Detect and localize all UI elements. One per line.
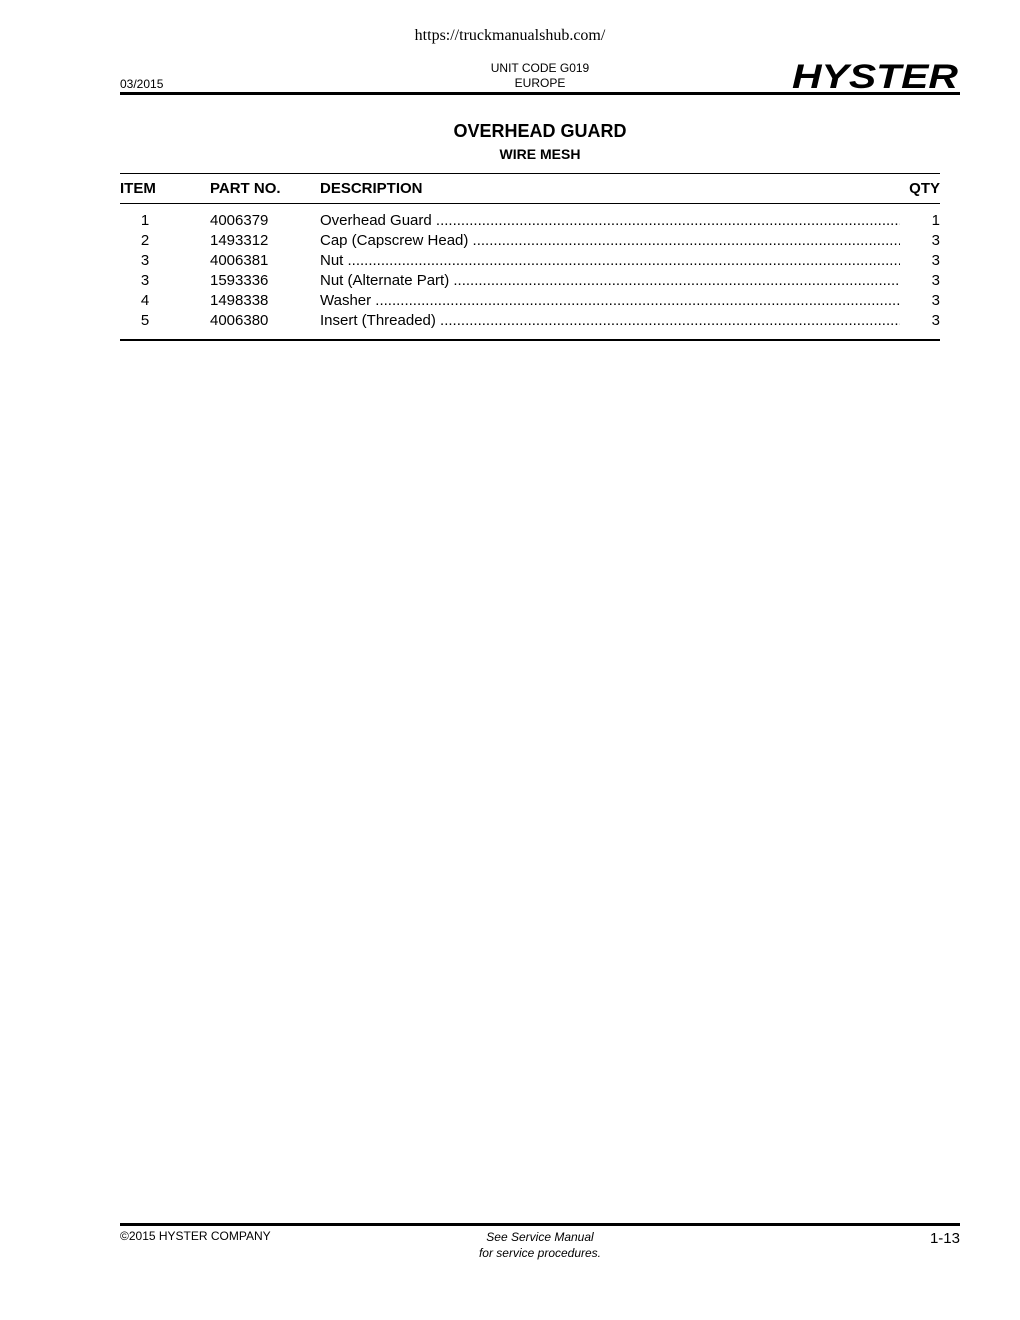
part-description: Washer .....: [320, 291, 900, 311]
table-row: [120, 271, 940, 291]
item-number: 2: [140, 232, 150, 249]
item-number: 1: [140, 212, 150, 229]
item-number: 5: [140, 312, 150, 329]
footer-divider: [120, 1223, 960, 1226]
column-header-description: DESCRIPTION: [320, 180, 423, 197]
part-number: 4006379: [210, 212, 269, 229]
parts-table-body: [120, 211, 940, 331]
column-header-part-no: PART NO.: [210, 180, 281, 197]
table-bottom-rule: [120, 339, 940, 341]
item-number: 3: [140, 272, 150, 289]
part-description: Insert (Threaded) .....: [320, 311, 900, 331]
table-row: [120, 311, 940, 331]
part-description: Overhead Guard .....: [320, 211, 900, 231]
quantity: 3: [931, 252, 940, 269]
source-url[interactable]: https://truckmanualshub.com/: [414, 27, 606, 44]
header-divider: [120, 92, 960, 95]
item-number: 3: [140, 252, 150, 269]
quantity: 3: [931, 292, 940, 309]
table-row: [120, 211, 940, 231]
unit-code-block: [440, 61, 640, 91]
table-header-rule: [120, 203, 940, 204]
table-row: [120, 231, 940, 251]
quantity: 1: [931, 212, 940, 229]
part-number: 1493312: [210, 232, 269, 249]
part-number: 1498338: [210, 292, 269, 309]
table-row: [120, 291, 940, 311]
service-note-line2: for service procedures.: [478, 1246, 602, 1260]
column-header-item: ITEM: [120, 180, 156, 197]
service-note-line1: See Service Manual: [486, 1230, 594, 1244]
quantity: 3: [931, 272, 940, 289]
part-description: Cap (Capscrew Head) .....: [320, 231, 900, 251]
part-number: 4006380: [210, 312, 269, 329]
page-number: 1-13: [929, 1230, 960, 1247]
section-title: OVERHEAD GUARD: [453, 121, 627, 141]
column-header-qty: QTY: [909, 180, 940, 197]
logo-wordmark: HYSTER: [792, 60, 959, 92]
item-number: 4: [140, 292, 150, 309]
quantity: 3: [931, 232, 940, 249]
part-description: Nut .....: [320, 251, 900, 271]
hyster-logo: [790, 60, 962, 92]
quantity: 3: [931, 312, 940, 329]
region: EUROPE: [514, 76, 566, 90]
service-note: [420, 1229, 660, 1261]
copyright: ©2015 HYSTER COMPANY: [120, 1229, 271, 1243]
part-description: Nut (Alternate Part) .....: [320, 271, 900, 291]
section-subtitle: WIRE MESH: [499, 146, 581, 162]
part-number: 4006381: [210, 252, 269, 269]
table-top-rule: [120, 173, 940, 174]
part-number: 1593336: [210, 272, 269, 289]
revision-date: 03/2015: [120, 77, 164, 91]
table-row: [120, 251, 940, 271]
unit-code: UNIT CODE G019: [490, 61, 590, 75]
